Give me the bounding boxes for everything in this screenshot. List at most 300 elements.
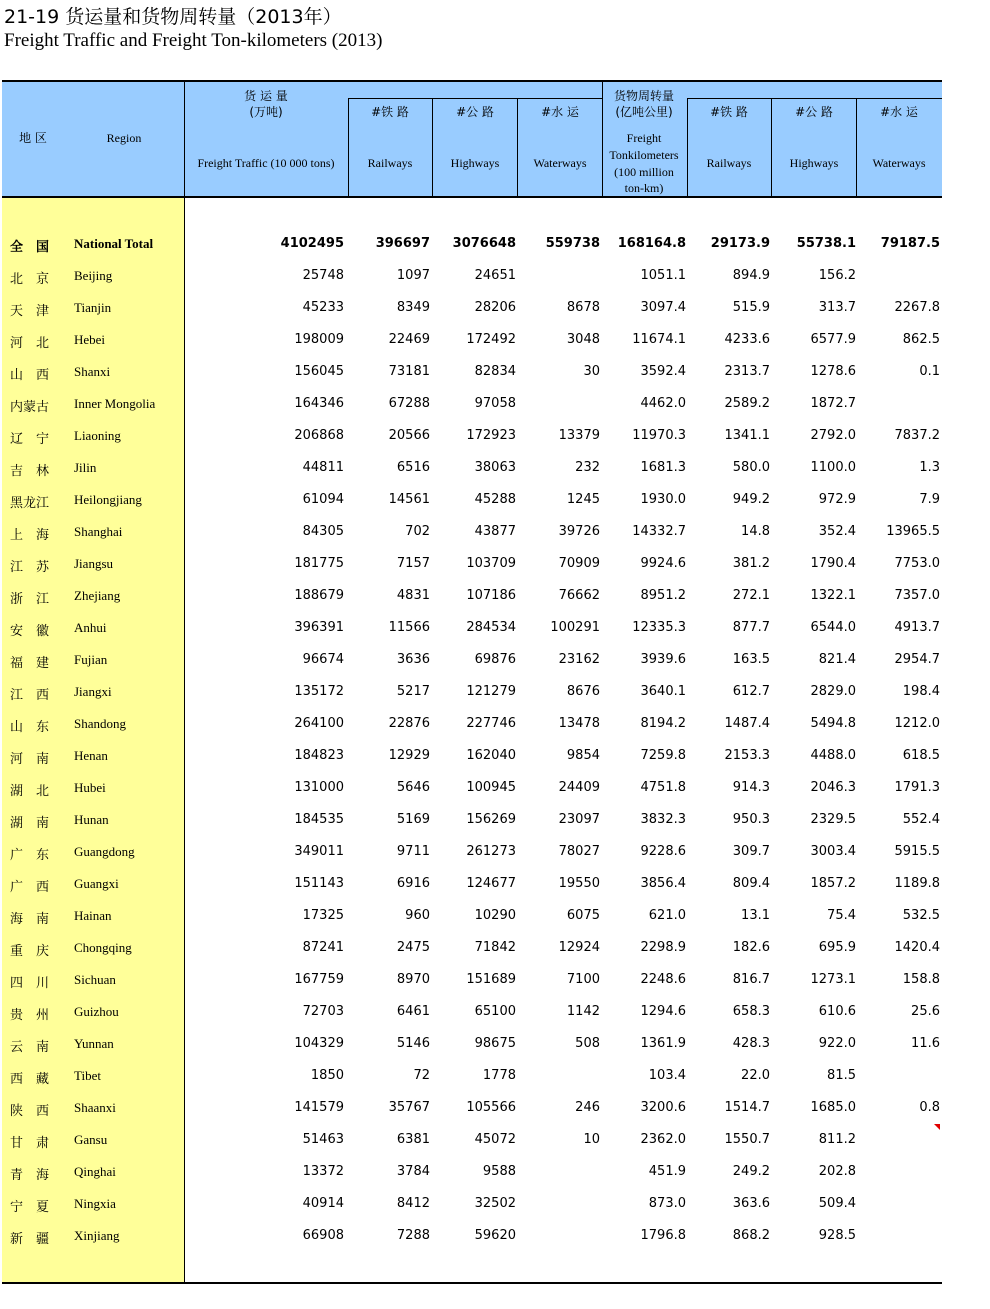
region-name-en: Jiangsu xyxy=(74,556,113,571)
region-name-en: Shaanxi xyxy=(74,1100,116,1115)
cell-traffic-waterways: 1142 xyxy=(566,1004,600,1019)
cell-ton-km: 11674.1 xyxy=(632,332,686,347)
cell-ton-km-waterways: 7753.0 xyxy=(894,556,940,571)
cell-traffic-railways: 7157 xyxy=(396,556,430,571)
cell-freight-traffic: 17325 xyxy=(302,908,344,923)
cell-traffic-highways: 9588 xyxy=(482,1164,516,1179)
header-tonkm-en-3: (100 million xyxy=(614,165,674,179)
cell-traffic-waterways: 30 xyxy=(583,364,600,379)
cell-traffic-railways: 3784 xyxy=(396,1164,430,1179)
cell-freight-traffic: 151143 xyxy=(294,876,344,891)
table-row xyxy=(2,932,942,964)
cell-ton-km: 4462.0 xyxy=(640,396,686,411)
cell-traffic-highways: 284534 xyxy=(466,620,516,635)
table-header xyxy=(2,82,942,196)
header-water-zh-2: #水 运 xyxy=(880,105,918,119)
region-name-zh: 海 南 xyxy=(10,912,50,927)
cell-ton-km-highways: 2792.0 xyxy=(810,428,856,443)
region-name-zh: 北 京 xyxy=(10,272,50,287)
cell-traffic-highways: 97058 xyxy=(474,396,516,411)
cell-traffic-railways: 702 xyxy=(405,524,430,539)
header-divider xyxy=(602,82,603,196)
cell-traffic-waterways: 39726 xyxy=(558,524,600,539)
region-name-en: Hainan xyxy=(74,908,112,923)
cell-freight-traffic: 72703 xyxy=(302,1004,344,1019)
region-name-en: Beijing xyxy=(74,268,113,283)
cell-traffic-railways: 11566 xyxy=(388,620,430,635)
page-title-en: Freight Traffic and Freight Ton-kilometers (2013) xyxy=(4,30,383,51)
cell-freight-traffic: 44811 xyxy=(302,460,344,475)
cell-ton-km-railways: 22.0 xyxy=(741,1068,770,1083)
region-name-zh: 四 川 xyxy=(10,976,50,991)
cell-ton-km: 168164.8 xyxy=(617,236,686,251)
cell-ton-km-waterways: 5915.5 xyxy=(894,844,940,859)
cell-ton-km: 2362.0 xyxy=(640,1132,686,1147)
cell-traffic-railways: 960 xyxy=(405,908,430,923)
header-divider xyxy=(432,98,433,196)
cell-ton-km-waterways: 552.4 xyxy=(902,812,940,827)
header-tonkm-zh: 货物周转量 xyxy=(613,89,674,103)
cell-ton-km-railways: 363.6 xyxy=(732,1196,770,1211)
cell-traffic-waterways: 232 xyxy=(575,460,600,475)
cell-ton-km-waterways: 1791.3 xyxy=(894,780,940,795)
cell-traffic-railways: 6461 xyxy=(396,1004,430,1019)
cell-ton-km-waterways: 7837.2 xyxy=(894,428,940,443)
cell-ton-km-highways: 928.5 xyxy=(818,1228,856,1243)
cell-ton-km-waterways: 1212.0 xyxy=(894,716,940,731)
cell-ton-km-railways: 381.2 xyxy=(732,556,770,571)
cell-ton-km-waterways: 1.3 xyxy=(919,460,940,475)
region-name-zh: 吉 林 xyxy=(10,464,50,479)
cell-ton-km: 3640.1 xyxy=(640,684,686,699)
header-subrule xyxy=(687,98,942,99)
header-divider xyxy=(517,98,518,196)
cell-traffic-waterways: 1245 xyxy=(566,492,600,507)
cell-freight-traffic: 13372 xyxy=(302,1164,344,1179)
region-name-zh: 宁 夏 xyxy=(10,1200,50,1215)
cell-ton-km: 621.0 xyxy=(648,908,686,923)
table-row xyxy=(2,900,942,932)
cell-ton-km-railways: 950.3 xyxy=(732,812,770,827)
header-highway-en-1: Highways xyxy=(450,156,500,170)
cell-ton-km-railways: 428.3 xyxy=(732,1036,770,1051)
cell-ton-km-highways: 6577.9 xyxy=(810,332,856,347)
cell-ton-km: 12335.3 xyxy=(632,620,686,635)
header-region-en: Region xyxy=(106,131,142,145)
header-highway-zh-2: #公 路 xyxy=(795,105,833,119)
cell-traffic-railways: 20566 xyxy=(388,428,430,443)
page-title-zh: 21-19 货运量和货物周转量（2013年） xyxy=(4,6,342,28)
cell-traffic-highways: 65100 xyxy=(474,1004,516,1019)
region-name-en: Shanghai xyxy=(74,524,123,539)
cell-traffic-highways: 121279 xyxy=(466,684,516,699)
cell-freight-traffic: 51463 xyxy=(302,1132,344,1147)
cell-ton-km-railways: 309.7 xyxy=(732,844,770,859)
cell-ton-km-railways: 894.9 xyxy=(732,268,770,283)
cell-ton-km: 7259.8 xyxy=(640,748,686,763)
cell-traffic-waterways: 508 xyxy=(575,1036,600,1051)
cell-freight-traffic: 349011 xyxy=(294,844,344,859)
cell-ton-km: 103.4 xyxy=(648,1068,686,1083)
cell-traffic-highways: 38063 xyxy=(474,460,516,475)
table-row xyxy=(2,1028,942,1060)
cell-freight-traffic: 188679 xyxy=(294,588,344,603)
cell-ton-km: 1361.9 xyxy=(640,1036,686,1051)
cell-traffic-highways: 1778 xyxy=(482,1068,516,1083)
cell-freight-traffic: 1850 xyxy=(310,1068,344,1083)
cell-traffic-railways: 35767 xyxy=(388,1100,430,1115)
cell-ton-km-waterways: 0.1 xyxy=(919,364,940,379)
table-row xyxy=(2,740,942,772)
region-name-zh: 湖 北 xyxy=(10,784,50,799)
cell-traffic-highways: 43877 xyxy=(474,524,516,539)
cell-traffic-highways: 107186 xyxy=(466,588,516,603)
header-traffic-zh: 货 运 量 xyxy=(244,89,288,103)
region-name-en: National Total xyxy=(74,236,154,251)
cell-freight-traffic: 104329 xyxy=(294,1036,344,1051)
cell-traffic-waterways: 8676 xyxy=(566,684,600,699)
table-row xyxy=(2,388,942,420)
cell-ton-km: 11970.3 xyxy=(632,428,686,443)
cell-ton-km-waterways: 13965.5 xyxy=(886,524,940,539)
header-rail-zh-2: #铁 路 xyxy=(710,105,748,119)
table-row xyxy=(2,996,942,1028)
region-name-zh: 山 东 xyxy=(10,720,50,735)
cell-ton-km-waterways: 25.6 xyxy=(911,1004,940,1019)
cell-ton-km-highways: 2829.0 xyxy=(810,684,856,699)
region-name-en: Guangxi xyxy=(74,876,119,891)
cell-ton-km-waterways: 862.5 xyxy=(902,332,940,347)
cell-ton-km-highways: 1685.0 xyxy=(810,1100,856,1115)
region-name-zh: 甘 肃 xyxy=(10,1136,50,1151)
cell-traffic-waterways: 13379 xyxy=(558,428,600,443)
cell-freight-traffic: 264100 xyxy=(294,716,344,731)
table-row xyxy=(2,484,942,516)
table-row xyxy=(2,676,942,708)
cell-traffic-railways: 5169 xyxy=(396,812,430,827)
table-row xyxy=(2,1220,942,1252)
region-name-en: Shanxi xyxy=(74,364,111,379)
cell-traffic-highways: 69876 xyxy=(474,652,516,667)
region-name-zh: 贵 州 xyxy=(10,1008,50,1023)
cell-traffic-highways: 3076648 xyxy=(452,236,516,251)
cell-ton-km-railways: 949.2 xyxy=(732,492,770,507)
header-water-zh-1: #水 运 xyxy=(541,105,579,119)
cell-freight-traffic: 96674 xyxy=(302,652,344,667)
region-name-zh: 全 国 xyxy=(10,240,50,255)
cell-freight-traffic: 141579 xyxy=(294,1100,344,1115)
cell-ton-km-highways: 509.4 xyxy=(818,1196,856,1211)
cell-ton-km-highways: 1322.1 xyxy=(810,588,856,603)
header-water-en-2: Waterways xyxy=(872,156,926,170)
cell-ton-km-highways: 922.0 xyxy=(818,1036,856,1051)
header-traffic-unit: (万吨) xyxy=(249,105,283,119)
cell-traffic-railways: 5217 xyxy=(396,684,430,699)
cell-traffic-highways: 45288 xyxy=(474,492,516,507)
region-name-en: Fujian xyxy=(74,652,108,667)
table-row xyxy=(2,708,942,740)
cell-ton-km-railways: 29173.9 xyxy=(710,236,770,251)
cell-traffic-railways: 22469 xyxy=(388,332,430,347)
region-name-zh: 辽 宁 xyxy=(10,432,50,447)
cell-ton-km-highways: 695.9 xyxy=(818,940,856,955)
cell-traffic-railways: 8412 xyxy=(396,1196,430,1211)
cell-traffic-waterways: 6075 xyxy=(566,908,600,923)
region-name-zh: 河 北 xyxy=(10,336,50,351)
cell-ton-km-railways: 612.7 xyxy=(732,684,770,699)
region-name-en: Inner Mongolia xyxy=(74,396,156,411)
cell-ton-km: 3097.4 xyxy=(640,300,686,315)
cell-freight-traffic: 87241 xyxy=(302,940,344,955)
region-name-zh: 安 徽 xyxy=(10,624,50,639)
cell-traffic-highways: 124677 xyxy=(466,876,516,891)
table-row-total xyxy=(2,228,942,260)
cell-traffic-waterways: 10 xyxy=(583,1132,600,1147)
cell-ton-km-waterways: 2954.7 xyxy=(894,652,940,667)
table-bottom-rule xyxy=(2,1282,942,1284)
cell-ton-km: 14332.7 xyxy=(632,524,686,539)
header-divider xyxy=(856,98,857,196)
table-row xyxy=(2,1188,942,1220)
cell-traffic-railways: 9711 xyxy=(396,844,430,859)
cell-ton-km-highways: 2329.5 xyxy=(810,812,856,827)
cell-freight-traffic: 4102495 xyxy=(280,236,344,251)
cell-ton-km-waterways: 618.5 xyxy=(902,748,940,763)
cell-freight-traffic: 156045 xyxy=(294,364,344,379)
cell-traffic-railways: 8970 xyxy=(396,972,430,987)
cell-ton-km-highways: 352.4 xyxy=(818,524,856,539)
region-name-zh: 黑龙江 xyxy=(10,496,50,511)
cell-ton-km-waterways: 11.6 xyxy=(911,1036,940,1051)
cell-ton-km-railways: 914.3 xyxy=(732,780,770,795)
table-row xyxy=(2,772,942,804)
cell-traffic-railways: 6916 xyxy=(396,876,430,891)
cell-traffic-highways: 172492 xyxy=(466,332,516,347)
cell-traffic-waterways: 19550 xyxy=(558,876,600,891)
cell-traffic-waterways: 8678 xyxy=(566,300,600,315)
region-name-en: Jilin xyxy=(74,460,97,475)
cell-ton-km-highways: 156.2 xyxy=(818,268,856,283)
table-row xyxy=(2,452,942,484)
header-rail-en-1: Railways xyxy=(367,156,413,170)
cell-traffic-highways: 227746 xyxy=(466,716,516,731)
cell-ton-km: 1051.1 xyxy=(640,268,686,283)
cell-traffic-highways: 261273 xyxy=(466,844,516,859)
table-row xyxy=(2,516,942,548)
cell-ton-km-railways: 13.1 xyxy=(741,908,770,923)
cell-ton-km-waterways: 0.8 xyxy=(919,1100,940,1115)
header-divider xyxy=(184,82,185,196)
cell-traffic-railways: 7288 xyxy=(396,1228,430,1243)
cell-ton-km-highways: 1872.7 xyxy=(810,396,856,411)
header-divider xyxy=(771,98,772,196)
region-name-en: Shandong xyxy=(74,716,126,731)
comment-marker-icon xyxy=(934,1124,940,1130)
cell-traffic-railways: 73181 xyxy=(388,364,430,379)
header-tonkm-en-2: Tonkilometers xyxy=(609,148,679,162)
region-name-zh: 浙 江 xyxy=(10,592,50,607)
cell-ton-km: 3592.4 xyxy=(640,364,686,379)
region-name-en: Guizhou xyxy=(74,1004,119,1019)
cell-ton-km-waterways: 198.4 xyxy=(902,684,940,699)
table-row xyxy=(2,1156,942,1188)
region-name-zh: 广 西 xyxy=(10,880,50,895)
cell-traffic-railways: 14561 xyxy=(388,492,430,507)
cell-ton-km-railways: 14.8 xyxy=(741,524,770,539)
cell-freight-traffic: 167759 xyxy=(294,972,344,987)
table-row xyxy=(2,868,942,900)
table-row xyxy=(2,292,942,324)
header-subrule xyxy=(348,98,602,99)
cell-freight-traffic: 40914 xyxy=(302,1196,344,1211)
header-rail-en-2: Railways xyxy=(706,156,752,170)
cell-ton-km-highways: 1273.1 xyxy=(810,972,856,987)
table-row xyxy=(2,1092,942,1124)
cell-ton-km: 9228.6 xyxy=(640,844,686,859)
cell-ton-km-highways: 3003.4 xyxy=(810,844,856,859)
cell-ton-km: 3856.4 xyxy=(640,876,686,891)
cell-ton-km-waterways: 2267.8 xyxy=(894,300,940,315)
cell-ton-km-waterways: 1189.8 xyxy=(894,876,940,891)
cell-traffic-waterways: 9854 xyxy=(566,748,600,763)
table-row xyxy=(2,356,942,388)
cell-ton-km: 1681.3 xyxy=(640,460,686,475)
cell-traffic-railways: 5646 xyxy=(396,780,430,795)
cell-ton-km-railways: 515.9 xyxy=(732,300,770,315)
cell-ton-km-highways: 81.5 xyxy=(827,1068,856,1083)
cell-traffic-waterways: 78027 xyxy=(558,844,600,859)
region-name-zh: 河 南 xyxy=(10,752,50,767)
header-water-en-1: Waterways xyxy=(533,156,587,170)
cell-ton-km-railways: 809.4 xyxy=(732,876,770,891)
cell-ton-km-railways: 4233.6 xyxy=(724,332,770,347)
cell-ton-km-highways: 5494.8 xyxy=(810,716,856,731)
region-name-en: Henan xyxy=(74,748,108,763)
cell-ton-km: 9924.6 xyxy=(640,556,686,571)
header-tonkm-en-4: ton-km) xyxy=(624,181,664,195)
cell-ton-km-railways: 2313.7 xyxy=(724,364,770,379)
cell-ton-km-railways: 272.1 xyxy=(732,588,770,603)
cell-ton-km-railways: 2153.3 xyxy=(724,748,770,763)
table-row xyxy=(2,420,942,452)
cell-ton-km-highways: 2046.3 xyxy=(810,780,856,795)
cell-freight-traffic: 45233 xyxy=(302,300,344,315)
cell-ton-km: 2248.6 xyxy=(640,972,686,987)
region-name-en: Hebei xyxy=(74,332,106,347)
cell-traffic-waterways: 23097 xyxy=(558,812,600,827)
cell-traffic-highways: 162040 xyxy=(466,748,516,763)
cell-ton-km-highways: 6544.0 xyxy=(810,620,856,635)
cell-ton-km: 1294.6 xyxy=(640,1004,686,1019)
cell-ton-km-waterways: 4913.7 xyxy=(894,620,940,635)
cell-traffic-waterways: 3048 xyxy=(566,332,600,347)
cell-ton-km-highways: 821.4 xyxy=(818,652,856,667)
region-name-zh: 内蒙古 xyxy=(10,400,50,415)
cell-ton-km-waterways: 1420.4 xyxy=(894,940,940,955)
region-name-en: Zhejiang xyxy=(74,588,121,603)
cell-freight-traffic: 135172 xyxy=(294,684,344,699)
cell-ton-km-railways: 163.5 xyxy=(732,652,770,667)
cell-traffic-waterways: 246 xyxy=(575,1100,600,1115)
cell-freight-traffic: 66908 xyxy=(302,1228,344,1243)
cell-traffic-highways: 82834 xyxy=(474,364,516,379)
cell-ton-km-highways: 972.9 xyxy=(818,492,856,507)
cell-traffic-highways: 32502 xyxy=(474,1196,516,1211)
region-name-en: Chongqing xyxy=(74,940,132,955)
region-name-zh: 重 庆 xyxy=(10,944,50,959)
region-name-zh: 上 海 xyxy=(10,528,50,543)
cell-ton-km-highways: 1278.6 xyxy=(810,364,856,379)
header-bottom-rule xyxy=(2,196,942,198)
region-name-en: Qinghai xyxy=(74,1164,116,1179)
cell-ton-km-railways: 249.2 xyxy=(732,1164,770,1179)
region-name-zh: 山 西 xyxy=(10,368,50,383)
cell-traffic-highways: 172923 xyxy=(466,428,516,443)
cell-traffic-highways: 156269 xyxy=(466,812,516,827)
cell-ton-km-railways: 182.6 xyxy=(732,940,770,955)
cell-traffic-highways: 71842 xyxy=(474,940,516,955)
cell-traffic-waterways: 7100 xyxy=(566,972,600,987)
region-name-en: Ningxia xyxy=(74,1196,116,1211)
cell-traffic-railways: 72 xyxy=(413,1068,430,1083)
cell-ton-km-railways: 816.7 xyxy=(732,972,770,987)
cell-ton-km-railways: 868.2 xyxy=(732,1228,770,1243)
cell-traffic-waterways: 76662 xyxy=(558,588,600,603)
cell-traffic-highways: 98675 xyxy=(474,1036,516,1051)
cell-ton-km: 3939.6 xyxy=(640,652,686,667)
cell-ton-km-highways: 811.2 xyxy=(818,1132,856,1147)
table-row xyxy=(2,580,942,612)
cell-ton-km: 1930.0 xyxy=(640,492,686,507)
table-row xyxy=(2,612,942,644)
cell-ton-km: 3832.3 xyxy=(640,812,686,827)
cell-traffic-railways: 22876 xyxy=(388,716,430,731)
cell-traffic-railways: 6381 xyxy=(396,1132,430,1147)
table-row xyxy=(2,1124,942,1156)
cell-ton-km-highways: 55738.1 xyxy=(796,236,856,251)
cell-traffic-highways: 59620 xyxy=(474,1228,516,1243)
cell-freight-traffic: 206868 xyxy=(294,428,344,443)
region-name-en: Tianjin xyxy=(74,300,112,315)
cell-ton-km: 8951.2 xyxy=(640,588,686,603)
cell-ton-km-railways: 580.0 xyxy=(732,460,770,475)
cell-traffic-railways: 5146 xyxy=(396,1036,430,1051)
cell-freight-traffic: 131000 xyxy=(294,780,344,795)
header-rail-zh-1: #铁 路 xyxy=(371,105,409,119)
cell-freight-traffic: 164346 xyxy=(294,396,344,411)
region-name-en: Xinjiang xyxy=(74,1228,120,1243)
cell-ton-km-highways: 1100.0 xyxy=(810,460,856,475)
header-divider xyxy=(687,98,688,196)
cell-traffic-railways: 6516 xyxy=(396,460,430,475)
cell-ton-km-railways: 2589.2 xyxy=(724,396,770,411)
cell-ton-km: 4751.8 xyxy=(640,780,686,795)
header-tonkm-unit: (亿吨公里) xyxy=(615,105,673,119)
region-name-en: Hunan xyxy=(74,812,109,827)
header-region-zh: 地 区 xyxy=(19,131,47,145)
cell-traffic-railways: 1097 xyxy=(396,268,430,283)
cell-traffic-railways: 4831 xyxy=(396,588,430,603)
region-name-en: Gansu xyxy=(74,1132,108,1147)
cell-ton-km: 8194.2 xyxy=(640,716,686,731)
cell-ton-km-highways: 610.6 xyxy=(818,1004,856,1019)
region-name-en: Yunnan xyxy=(74,1036,114,1051)
region-name-zh: 湖 南 xyxy=(10,816,50,831)
header-highway-zh-1: #公 路 xyxy=(456,105,494,119)
cell-freight-traffic: 25748 xyxy=(302,268,344,283)
region-name-en: Guangdong xyxy=(74,844,135,859)
table-row xyxy=(2,964,942,996)
